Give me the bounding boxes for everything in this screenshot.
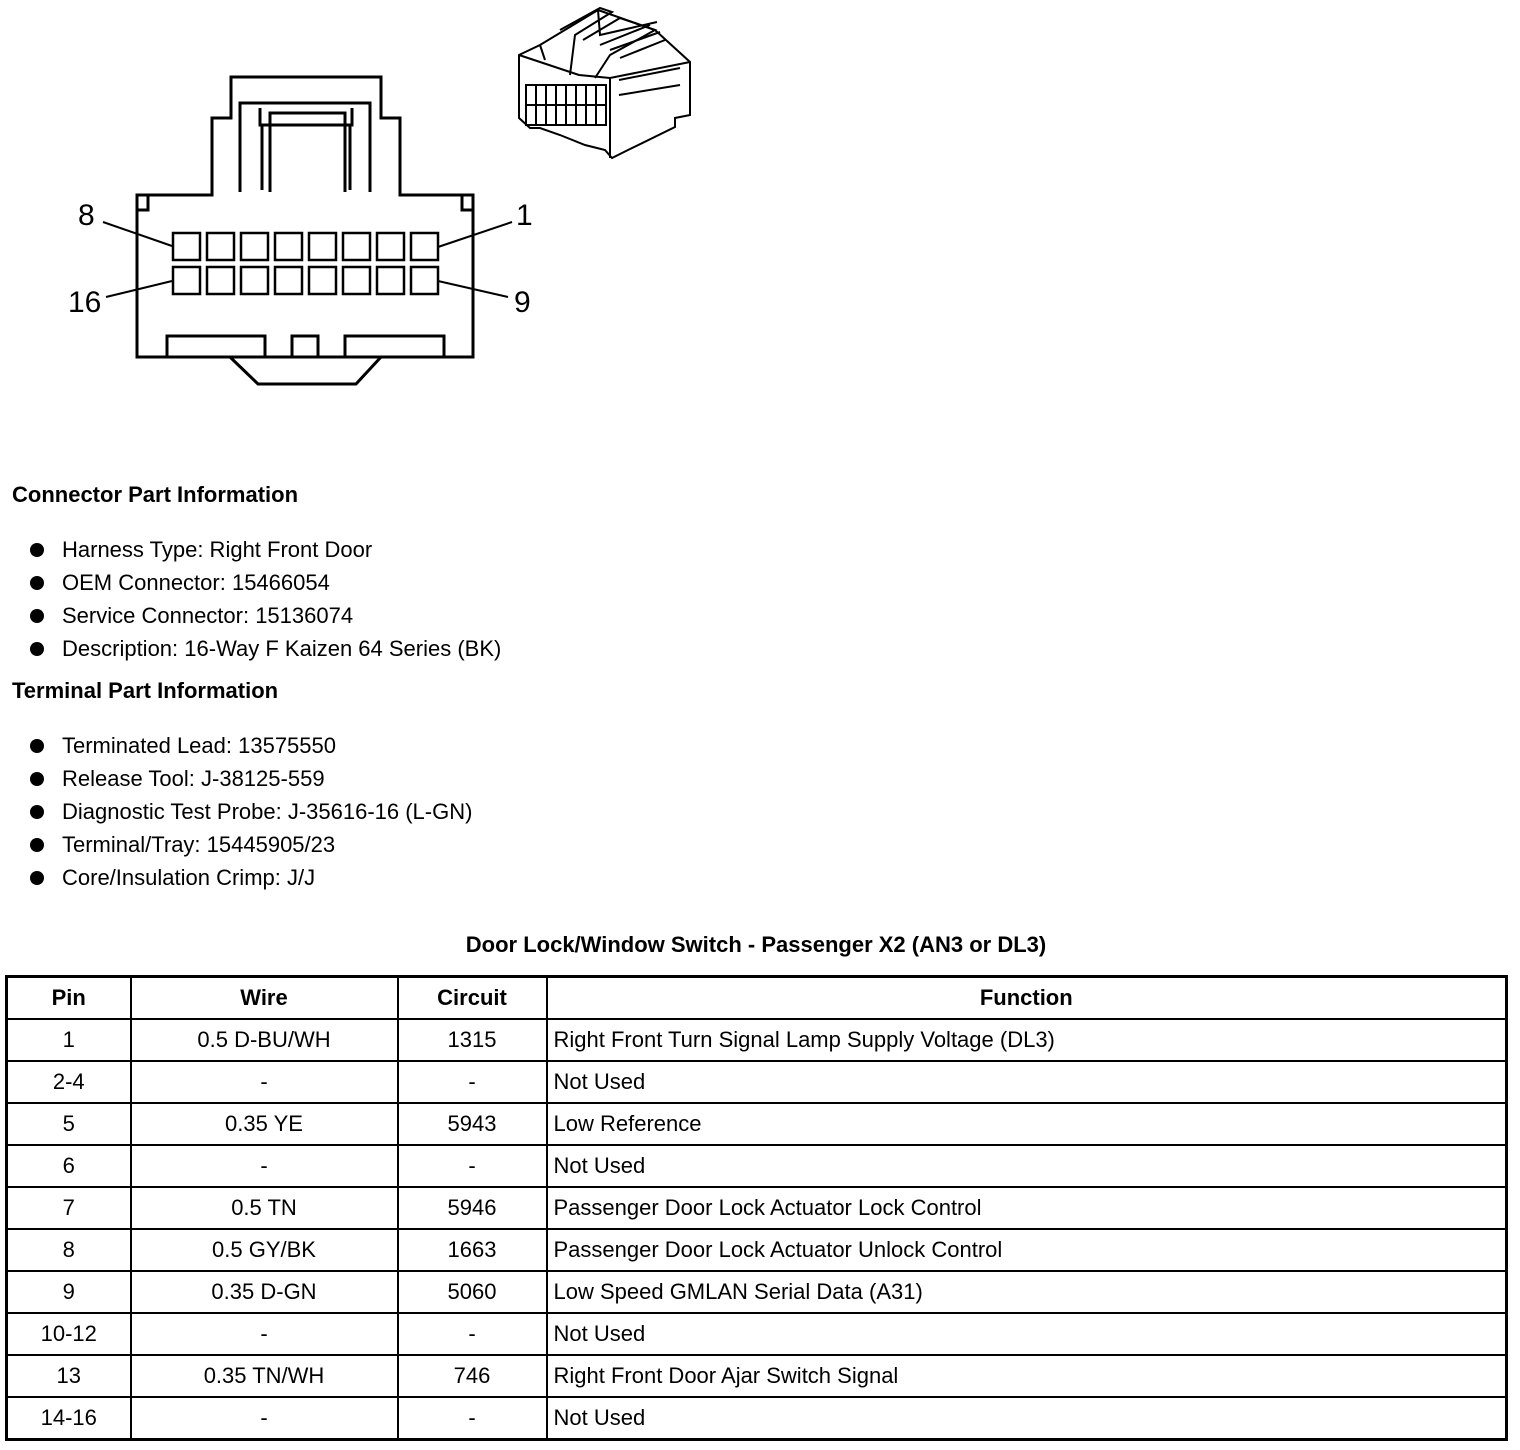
connector-diagram	[0, 0, 760, 420]
circuit-cell: -	[398, 1145, 547, 1187]
connector-face	[137, 77, 473, 384]
table-row	[7, 1187, 1507, 1229]
table-row	[7, 1397, 1507, 1440]
function-cell: Low Speed GMLAN Serial Data (A31)	[547, 1271, 1507, 1313]
bullet-icon	[30, 642, 44, 656]
pin-cell: 6	[7, 1145, 131, 1187]
wire-cell: -	[131, 1061, 398, 1103]
table-row	[7, 1145, 1507, 1187]
column-header-circuit: Circuit	[398, 977, 547, 1020]
list-item: Release Tool: J-38125-559	[30, 762, 472, 795]
pin-cell: 2-4	[7, 1061, 131, 1103]
table-title: Door Lock/Window Switch - Passenger X2 (AN3 or DL3)	[465, 932, 1047, 957]
function-cell: Right Front Turn Signal Lamp Supply Voltage (DL3)	[547, 1019, 1507, 1061]
wire-cell: 0.5 TN	[131, 1187, 398, 1229]
circuit-cell: 1315	[398, 1019, 547, 1061]
pin-cell: 7	[7, 1187, 131, 1229]
cavity-row-top	[173, 233, 438, 260]
pin-label-16: 16	[68, 286, 102, 319]
bullet-icon	[30, 838, 44, 852]
circuit-cell: 1663	[398, 1229, 547, 1271]
pin-label-9: 9	[514, 286, 531, 319]
pin-cell: 5	[7, 1103, 131, 1145]
list-item: Terminated Lead: 13575550	[30, 729, 472, 762]
pin-cell: 10-12	[7, 1313, 131, 1355]
terminal-info-list	[30, 729, 472, 894]
pin-cell: 9	[7, 1271, 131, 1313]
cavity-row-bottom	[173, 267, 438, 294]
list-item: Description: 16-Way F Kaizen 64 Series (BK)	[30, 632, 501, 665]
function-cell: Not Used	[547, 1145, 1507, 1187]
function-cell: Not Used	[547, 1313, 1507, 1355]
bullet-icon	[30, 576, 44, 590]
list-item: Diagnostic Test Probe: J-35616-16 (L-GN)	[30, 795, 472, 828]
connector-isometric-illustration	[519, 8, 690, 158]
table-row	[7, 1061, 1507, 1103]
table-row	[7, 1313, 1507, 1355]
pinout-table	[5, 975, 1508, 1441]
bullet-icon	[30, 805, 44, 819]
function-cell: Passenger Door Lock Actuator Unlock Control	[547, 1229, 1507, 1271]
terminal-info-title: Terminal Part Information	[12, 678, 279, 703]
circuit-cell: -	[398, 1313, 547, 1355]
function-cell: Low Reference	[547, 1103, 1507, 1145]
pin-cell: 1	[7, 1019, 131, 1061]
column-header-function: Function	[547, 977, 1507, 1020]
wire-cell: 0.35 D-GN	[131, 1271, 398, 1313]
circuit-cell: 746	[398, 1355, 547, 1397]
bullet-icon	[30, 772, 44, 786]
list-item: Core/Insulation Crimp: J/J	[30, 861, 472, 894]
bullet-icon	[30, 739, 44, 753]
circuit-cell: 5060	[398, 1271, 547, 1313]
bullet-icon	[30, 871, 44, 885]
wire-cell: 0.5 GY/BK	[131, 1229, 398, 1271]
circuit-cell: 5946	[398, 1187, 547, 1229]
table-row	[7, 1103, 1507, 1145]
wire-cell: -	[131, 1145, 398, 1187]
list-item: Service Connector: 15136074	[30, 599, 501, 632]
pin-cell: 8	[7, 1229, 131, 1271]
list-item: Terminal/Tray: 15445905/23	[30, 828, 472, 861]
function-cell: Passenger Door Lock Actuator Lock Control	[547, 1187, 1507, 1229]
pin-label-8: 8	[78, 199, 95, 232]
leader-lines	[103, 222, 512, 297]
table-row	[7, 1019, 1507, 1061]
column-header-pin: Pin	[7, 977, 131, 1020]
function-cell: Right Front Door Ajar Switch Signal	[547, 1355, 1507, 1397]
column-header-wire: Wire	[131, 977, 398, 1020]
circuit-cell: -	[398, 1397, 547, 1440]
list-item: OEM Connector: 15466054	[30, 566, 501, 599]
connector-info-title: Connector Part Information	[12, 482, 299, 507]
bullet-icon	[30, 609, 44, 623]
table-header-row	[7, 977, 1507, 1020]
pin-cell: 13	[7, 1355, 131, 1397]
table-row	[7, 1355, 1507, 1397]
wire-cell: 0.35 YE	[131, 1103, 398, 1145]
function-cell: Not Used	[547, 1397, 1507, 1440]
bullet-icon	[30, 543, 44, 557]
function-cell: Not Used	[547, 1061, 1507, 1103]
wire-cell: 0.5 D-BU/WH	[131, 1019, 398, 1061]
wire-cell: 0.35 TN/WH	[131, 1355, 398, 1397]
list-item: Harness Type: Right Front Door	[30, 533, 501, 566]
wire-cell: -	[131, 1313, 398, 1355]
pin-cell: 14-16	[7, 1397, 131, 1440]
wire-cell: -	[131, 1397, 398, 1440]
circuit-cell: 5943	[398, 1103, 547, 1145]
pin-label-1: 1	[516, 199, 533, 232]
table-row	[7, 1271, 1507, 1313]
connector-info-list	[30, 533, 501, 665]
circuit-cell: -	[398, 1061, 547, 1103]
table-row	[7, 1229, 1507, 1271]
